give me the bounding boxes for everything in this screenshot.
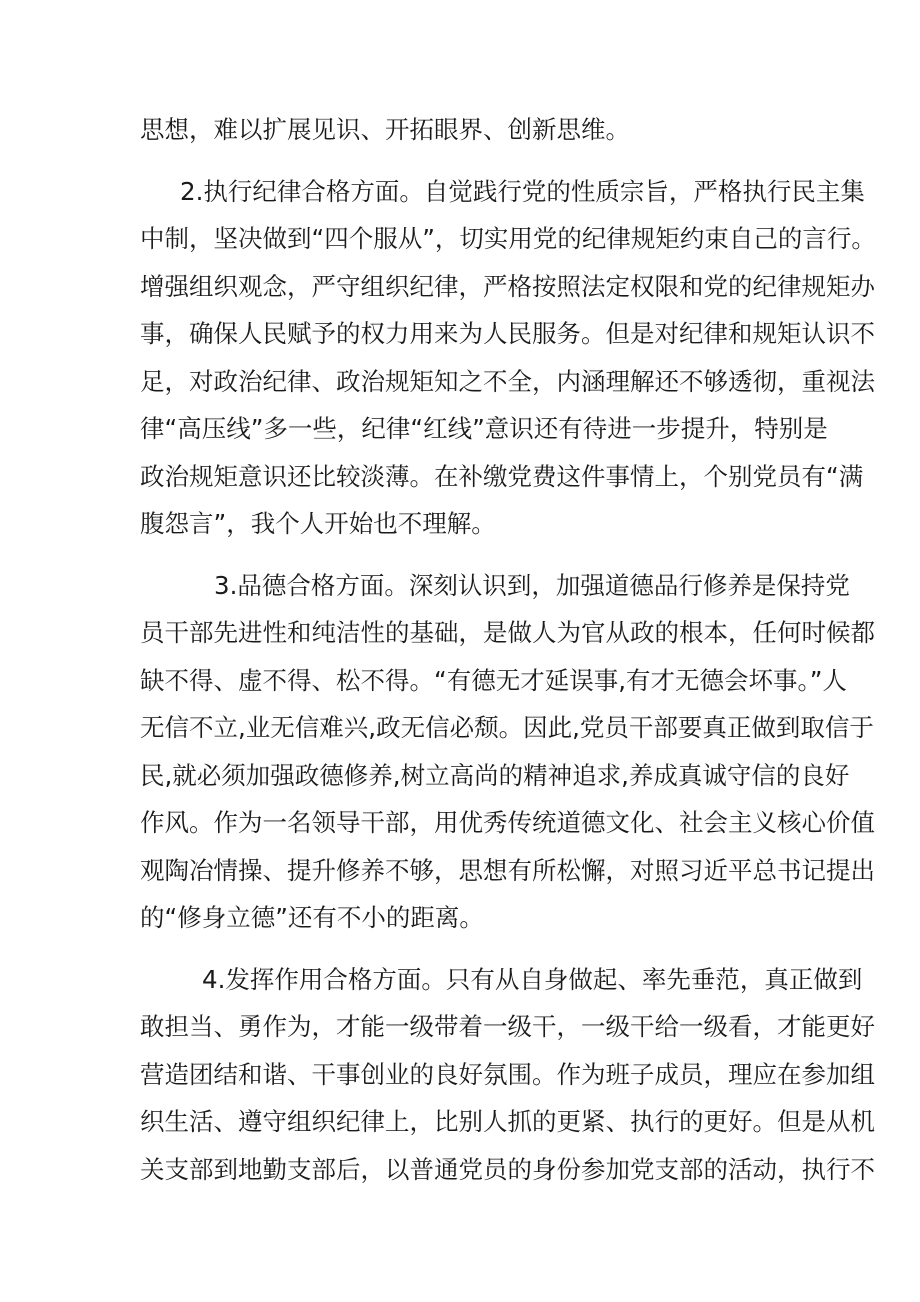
document-body — [140, 106, 876, 1193]
text-line: 3.品德合格方面。深刻认识到，加强道德品行修养是保持党 — [214, 570, 850, 600]
text-line: 员干部先进性和纯洁性的基础，是做人为官从政的根本，任何时候都 — [140, 618, 875, 647]
text-line: 政治规矩意识还比较淡薄。在补缴党费这件事情上，个别党员有“满 — [140, 461, 864, 491]
paragraph-discipline — [140, 168, 876, 548]
text-line: 思想，难以扩展见识、开拓眼界、创新思维。 — [140, 115, 630, 144]
paragraph-gap — [140, 154, 800, 168]
paragraph-gap — [140, 942, 800, 956]
paragraph-role — [140, 956, 875, 1194]
text-line: 敢担当、勇作为，才能一级带着一级干，一级干给一级看，才能更好 — [140, 1012, 875, 1041]
text-line: 律“高压线”多一些，纪律“红线”意识还有待进一步提升，特别是 — [140, 414, 828, 443]
text-line: 的“修身立德”还有不小的距离。 — [140, 903, 484, 932]
text-line: 足，对政治纪律、政治规矩知之不全，内涵理解还不够透彻，重视法 — [140, 366, 875, 396]
text-line: 无信不立,业无信难兴,政无信必颓。因此,党员干部要真正做到取信于 — [140, 713, 874, 742]
text-line: 增强组织观念，严守组织纪律，严格按照法定权限和党的纪律规矩办 — [140, 271, 875, 301]
text-line: 营造团结和谐、干事创业的良好氛围。作为班子成员，理应在参加组 — [140, 1059, 875, 1089]
paragraph-continued — [140, 106, 800, 154]
paragraph-gap — [140, 548, 800, 562]
paragraph-morality — [140, 562, 875, 942]
text-line: 关支部到地勤支部后，以普通党员的身份参加党支部的活动，执行不 — [140, 1154, 875, 1184]
text-line: 民,就必须加强政德修养,树立高尚的精神追求,养成真诚守信的良好 — [140, 760, 850, 790]
text-line: 织生活、遵守组织纪律上，比别人抓的更紧、执行的更好。但是从机 — [140, 1107, 875, 1136]
text-line: 缺不得、虚不得、松不得。“有德无才延误事,有才无德会坏事。”人 — [140, 665, 847, 695]
text-line: 腹怨言”，我个人开始也不理解。 — [140, 509, 496, 538]
text-line: 4.发挥作用合格方面。只有从自身做起、率先垂范，真正做到 — [202, 964, 863, 994]
text-line: 事，确保人民赋予的权力用来为人民服务。但是对纪律和规矩认识不 — [140, 319, 875, 348]
text-line: 作风。作为一名领导干部，用优秀传统道德文化、社会主义核心价值 — [140, 808, 875, 837]
text-line: 中制，坚决做到“四个服从”，切实用党的纪律规矩约束自己的言行。 — [140, 224, 876, 253]
text-line: 观陶冶情操、提升修养不够，思想有所松懈，对照习近平总书记提出 — [140, 855, 875, 885]
text-line: 2.执行纪律合格方面。自觉践行党的性质宗旨，严格执行民主集 — [180, 176, 865, 206]
